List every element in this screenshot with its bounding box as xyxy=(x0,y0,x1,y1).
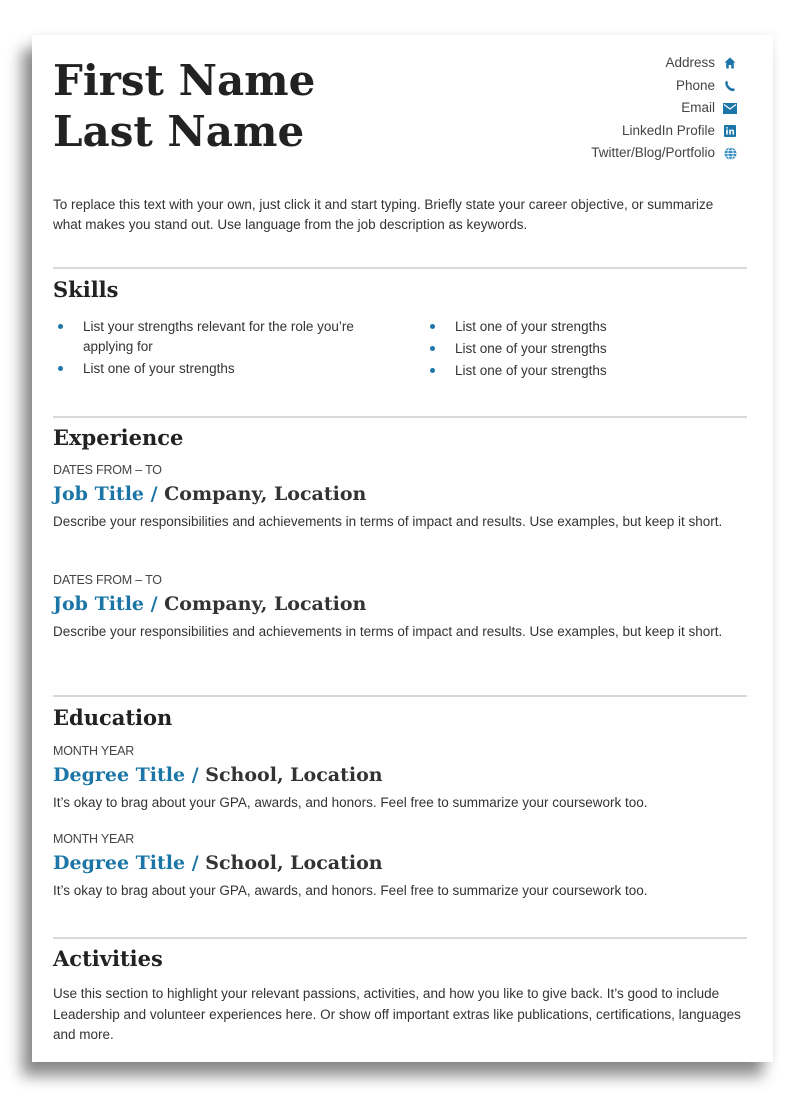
skill-item[interactable] xyxy=(425,339,745,359)
first-name[interactable]: First Name xyxy=(53,56,316,105)
email-icon xyxy=(723,101,737,115)
education-date[interactable]: MONTH YEAR xyxy=(53,744,135,758)
skill-text: List one of your strengths xyxy=(455,363,607,378)
section-title-activities: Activities xyxy=(53,946,163,971)
company-location: Company, Location xyxy=(157,483,367,505)
contact-phone[interactable] xyxy=(591,75,737,98)
divider xyxy=(53,937,747,939)
job-title: Job Title / xyxy=(53,483,158,505)
divider xyxy=(53,267,747,269)
experience-title[interactable] xyxy=(53,593,366,615)
company-location: Company, Location xyxy=(157,593,367,615)
education-title[interactable] xyxy=(53,764,383,786)
contact-label: Email xyxy=(681,100,715,116)
resume-page xyxy=(32,35,773,1062)
section-title-skills: Skills xyxy=(53,277,119,302)
phone-icon xyxy=(723,79,737,93)
education-date[interactable]: MONTH YEAR xyxy=(53,832,135,846)
degree-title: Degree Title / xyxy=(53,764,199,786)
bullet-icon xyxy=(430,346,435,351)
globe-icon xyxy=(723,147,737,161)
contact-email[interactable] xyxy=(591,97,737,120)
skill-item[interactable] xyxy=(53,359,393,379)
contact-linkedin[interactable] xyxy=(591,120,737,143)
skill-item[interactable] xyxy=(425,361,745,381)
experience-dates[interactable]: DATES FROM – TO xyxy=(53,463,162,477)
contact-address[interactable] xyxy=(591,52,737,75)
section-title-education: Education xyxy=(53,705,173,730)
section-title-experience: Experience xyxy=(53,425,184,450)
experience-dates[interactable]: DATES FROM – TO xyxy=(53,573,162,587)
bullet-icon xyxy=(430,368,435,373)
skill-item[interactable] xyxy=(425,317,745,337)
home-icon xyxy=(723,56,737,70)
experience-title[interactable] xyxy=(53,483,366,505)
divider xyxy=(53,416,747,418)
education-description[interactable]: It’s okay to brag about your GPA, awards, and honors. Feel free to summarize your coursework too. xyxy=(53,795,648,810)
last-name[interactable]: Last Name xyxy=(53,107,305,156)
contact-website[interactable] xyxy=(591,142,737,165)
candidate-name[interactable] xyxy=(53,55,315,157)
linkedin-icon xyxy=(723,124,737,138)
bullet-icon xyxy=(430,324,435,329)
experience-description[interactable]: Describe your responsibilities and achievements in terms of impact and results. Use examples, but keep it short. xyxy=(53,514,723,529)
school-location: School, Location xyxy=(198,852,383,874)
bullet-icon xyxy=(58,366,63,371)
skill-text: List one of your strengths xyxy=(455,341,607,356)
contact-label: LinkedIn Profile xyxy=(621,122,715,138)
skills-column-left xyxy=(53,317,393,381)
objective-text[interactable]: To replace this text with your own, just click it and start typing. Briefly state your career objective, or summarize what makes you stand out. Use language from the job description as keywords. xyxy=(53,197,714,232)
contact-label: Phone xyxy=(675,77,715,93)
job-title: Job Title / xyxy=(53,593,158,615)
education-description[interactable]: It’s okay to brag about your GPA, awards, and honors. Feel free to summarize your coursework too. xyxy=(53,883,648,898)
degree-title: Degree Title / xyxy=(53,852,199,874)
contact-label: Address xyxy=(665,55,715,70)
divider xyxy=(53,695,747,697)
bullet-icon xyxy=(58,324,63,329)
skill-item[interactable] xyxy=(53,317,393,357)
school-location: School, Location xyxy=(198,764,383,786)
skills-column-right xyxy=(425,317,745,383)
experience-description[interactable]: Describe your responsibilities and achievements in terms of impact and results. Use examples, but keep it short. xyxy=(53,624,723,639)
skill-text: List one of your strengths xyxy=(83,361,235,376)
skill-text: List your strengths relevant for the role you’re applying for xyxy=(83,319,354,354)
contact-label: Twitter/Blog/Portfolio xyxy=(591,145,715,161)
activities-description[interactable]: Use this section to highlight your relevant passions, activities, and how you like to give back. It’s good to include Leadership and volunteer experiences here. Or show off important extras like publications, certifications, languages and more. xyxy=(53,986,741,1042)
contact-list xyxy=(591,52,737,165)
education-title[interactable] xyxy=(53,852,383,874)
skill-text: List one of your strengths xyxy=(455,319,607,334)
